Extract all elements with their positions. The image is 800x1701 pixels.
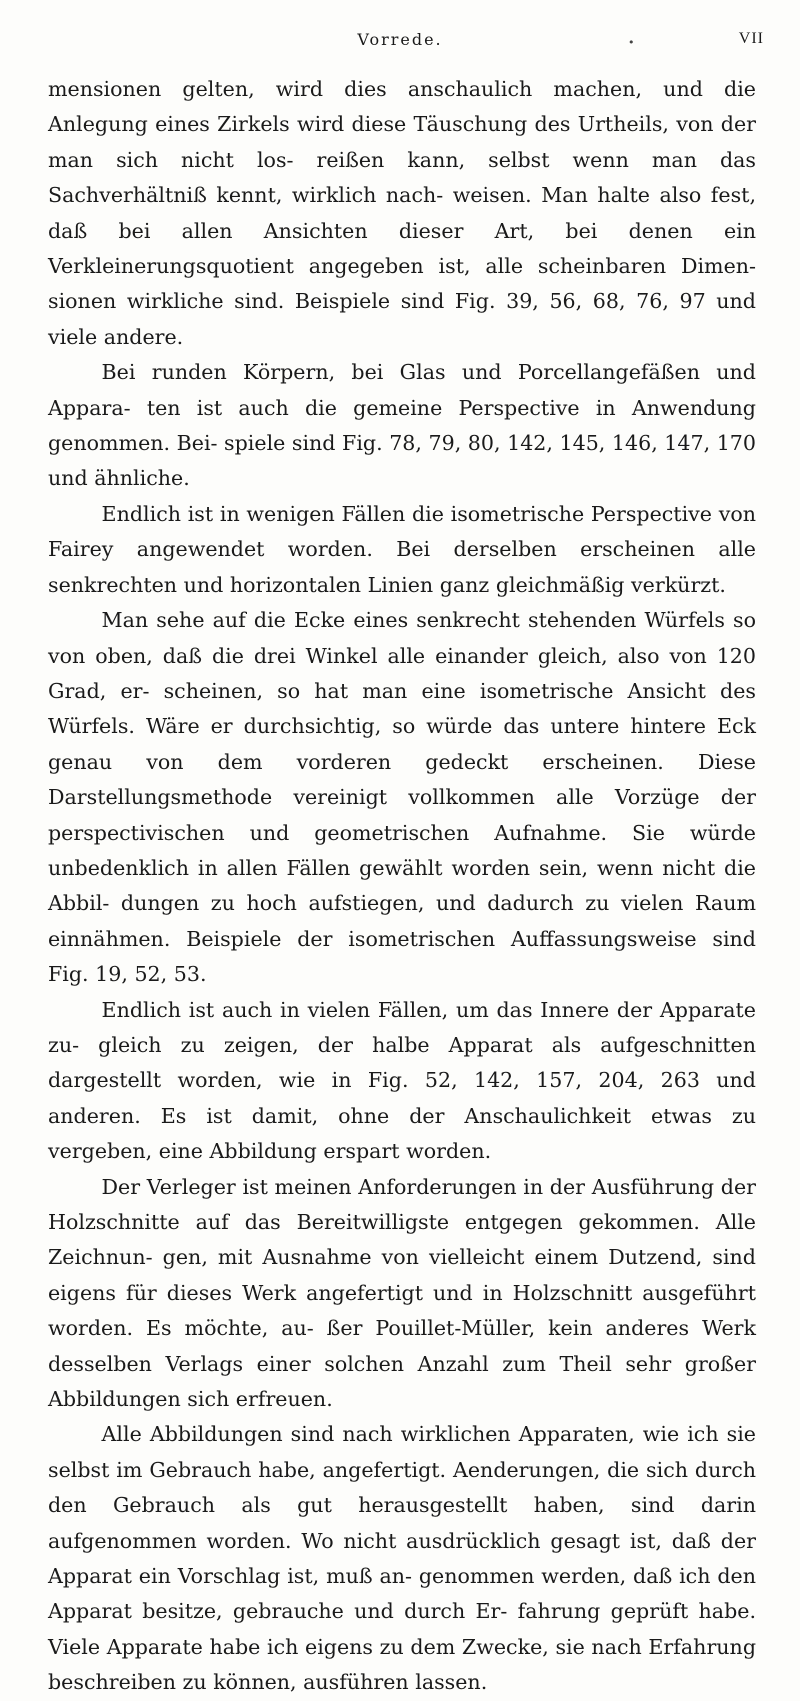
print-speck: • xyxy=(628,36,635,49)
paragraph: Endlich ist in wenigen Fällen die isometrische Perspective von Fairey angewendet worden. Bei derselben erscheinen alle senkrechten und horizontalen Linien ganz gleichmäßig verkürzt. xyxy=(48,501,756,597)
paragraph: Alle Abbildungen sind nach wirklichen Apparaten, wie ich sie selbst im Gebrauch habe, angefertigt. Aenderungen, die sich durch den Gebrauch als gut herausgestellt haben, sind darin aufgenommen worden. Wo nicht ausdrücklich gesagt ist, daß der Apparat ein Vorschlag ist, muß an- genommen werden, daß ich den Apparat besitze, gebrauche und durch Er- fahrung geprüft habe. Viele Apparate habe ich eigens zu dem Zwecke, sie nach Erfahrung beschreiben zu können, ausführen lassen. xyxy=(48,1422,756,1695)
paragraph-continued: mensionen gelten, wird dies anschaulich machen, und die Anlegung eines Zirkels wird diese Täuschung des Urtheils, von der man sich nicht los- reißen kann, selbst wenn man das Sachverhältniß kennt, wirklich nach- weisen. Man halte also fest, daß bei allen Ansichten dieser Art, bei denen ein Verkleinerungsquotient angegeben ist, alle scheinbaren Dimen- sionen wirkliche sind. Beispiele sind Fig. 39, 56, 68, 76, 97 und viele andere. xyxy=(48,77,756,349)
body-text xyxy=(48,72,756,1701)
running-title: Vorrede. xyxy=(357,30,443,49)
page-number: VII xyxy=(738,30,764,47)
paragraph: Der Verleger ist meinen Anforderungen in der Ausführung der Holzschnitte auf das Bereitwilligste entgegen gekommen. Alle Zeichnun- gen, mit Ausnahme von vielleicht einem Dutzend, sind eigens für dieses Werk angefertigt und in Holzschnitt ausgeführt worden. Es möchte, au- ßer Pouillet-Müller, kein anderes Werk desselben Verlags einer solchen Anzahl zum Theil sehr großer Abbildungen sich erfreuen. xyxy=(48,1174,756,1412)
running-head xyxy=(0,30,800,60)
paragraph: Bei runden Körpern, bei Glas und Porcellangefäßen und Appara- ten ist auch die gemeine Perspective in Anwendung genommen. Bei- spiele sind Fig. 78, 79, 80, 142, 145, 146, 147, 170 und ähnliche. xyxy=(48,360,756,491)
paragraph: Man sehe auf die Ecke eines senkrecht stehenden Würfels so von oben, daß die drei Winkel alle einander gleich, also von 120 Grad, er- scheinen, so hat man eine isometrische Ansicht des Würfels. Wäre er durchsichtig, so würde das untere hintere Eck genau von dem vorderen gedeckt erscheinen. Diese Darstellungsmethode vereinigt vollkommen alle Vorzüge der perspectivischen und geometrischen Aufnahme. Sie würde unbedenklich in allen Fällen gewählt worden sein, wenn nicht die Abbil- dungen zu hoch aufstiegen, und dadurch zu vielen Raum einnähmen. Beispiele der isometrischen Auffassungsweise sind Fig. 19, 52, 53. xyxy=(48,608,756,987)
paragraph: Endlich ist auch in vielen Fällen, um das Innere der Apparate zu- gleich zu zeigen, der halbe Apparat als aufgeschnitten dargestellt worden, wie in Fig. 52, 142, 157, 204, 263 und anderen. Es ist damit, ohne der Anschaulichkeit etwas zu vergeben, eine Abbildung erspart worden. xyxy=(48,997,756,1164)
